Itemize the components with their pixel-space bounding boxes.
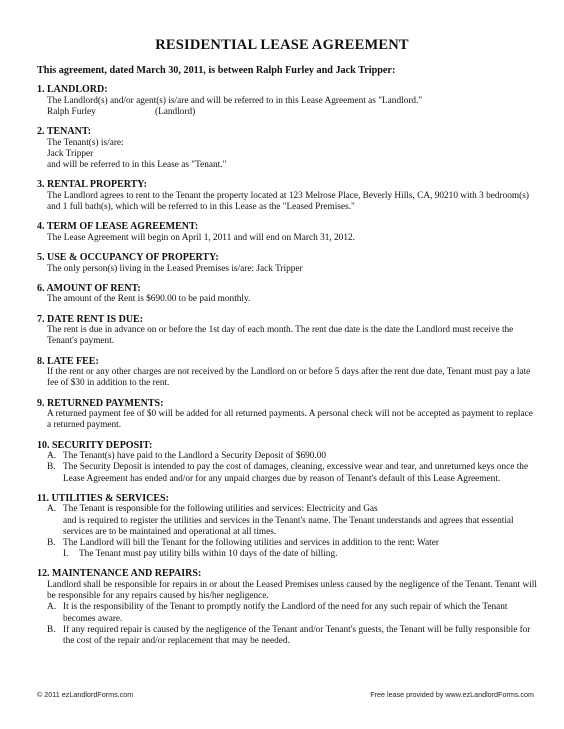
due-text: The rent is due in advance on or before the 1st day of each month. The rent due date is the date the Landlord must receive the Tenant's payment. bbox=[47, 325, 514, 347]
section-body bbox=[37, 138, 537, 172]
section-late-fee bbox=[37, 356, 537, 390]
section-landlord bbox=[37, 84, 537, 118]
item-marker: B. bbox=[47, 624, 56, 635]
maintenance-text: Landlord shall be responsible for repairs in or about the Leased Premises unless caused by the negligence of the Tenant. Tenant will be responsible for any repairs caused by his/her negligence. bbox=[47, 580, 537, 602]
section-title: 3. RENTAL PROPERTY: bbox=[37, 179, 147, 191]
landlord-name-line bbox=[47, 107, 537, 118]
section-title: 1. LANDLORD: bbox=[37, 84, 108, 95]
section-use-occupancy bbox=[37, 252, 537, 275]
returned-text: A returned payment fee of $0 will be added for all returned payments. A personal check will not be accepted as payment to replace a returned payment. bbox=[47, 409, 533, 431]
section-returned-payments bbox=[37, 398, 537, 432]
section-title: 9. RETURNED PAYMENTS: bbox=[37, 397, 164, 409]
lease-content bbox=[37, 84, 537, 655]
sub-list-item bbox=[37, 549, 537, 560]
document-title: RESIDENTIAL LEASE AGREEMENT bbox=[155, 37, 409, 53]
list-item bbox=[37, 504, 537, 515]
tenant-label: The Tenant(s) is/are: bbox=[47, 137, 124, 148]
item-marker: B. bbox=[47, 538, 56, 548]
section-tenant bbox=[37, 126, 537, 171]
item-marker: A. bbox=[47, 602, 57, 613]
rent-text: The amount of the Rent is $690.00 to be paid monthly. bbox=[47, 294, 251, 305]
landlord-role: (Landlord) bbox=[155, 106, 196, 117]
section-amount-of-rent bbox=[37, 283, 537, 306]
section-date-rent-due bbox=[37, 314, 537, 348]
section-utilities-services bbox=[37, 493, 537, 561]
list-item bbox=[37, 538, 537, 549]
section-rental-property bbox=[37, 179, 537, 213]
landlord-name: Ralph Furley bbox=[47, 106, 96, 117]
list-item bbox=[37, 602, 537, 624]
item-text: The Tenant(s) have paid to the Landlord a Security Deposit of $690.00 bbox=[63, 451, 327, 462]
list-item bbox=[37, 625, 537, 647]
item-text: It is the responsibility of the Tenant to promptly notify the Landlord of the need for any such repair of which the Tenant becomes aware. bbox=[63, 602, 508, 624]
section-term bbox=[37, 221, 537, 244]
section-title: 6. AMOUNT OF RENT: bbox=[37, 282, 141, 294]
tenant-definition: and will be referred to in this Lease as "Tenant." bbox=[47, 160, 227, 170]
footer-copyright: © 2011 ezLandlordForms.com bbox=[37, 690, 134, 699]
agreement-intro: This agreement, dated March 30, 2011, is between Ralph Furley and Jack Tripper: bbox=[37, 65, 396, 76]
item-text: The Tenant is responsible for the following utilities and services: Electricity and Gas bbox=[63, 504, 378, 515]
rental-property-text: The Landlord agrees to rent to the Tenant the property located at 123 Melrose Place, Beverly Hills, CA, 90210 with 3 bedroom(s) and 1 full bath(s), which will be referred to in this Lease as the "Leased Premises." bbox=[47, 190, 529, 212]
section-security-deposit bbox=[37, 440, 537, 485]
list-item bbox=[37, 462, 537, 484]
section-title: 12. MAINTENANCE AND REPAIRS: bbox=[37, 568, 202, 580]
section-title: 4. TERM OF LEASE AGREEMENT: bbox=[37, 221, 199, 233]
item-continuation: and is required to register the utilities and services in the Tenant's name. The Tenant understands and agrees that essential services are to be maintained and operational at all times. bbox=[63, 515, 514, 537]
section-maintenance-repairs bbox=[37, 568, 537, 647]
use-text: The only person(s) living in the Leased Premises is/are: Jack Tripper bbox=[47, 263, 303, 274]
section-body bbox=[37, 96, 537, 118]
tenant-name: Jack Tripper bbox=[47, 148, 94, 159]
section-title: 7. DATE RENT IS DUE: bbox=[37, 313, 144, 325]
footer-source: Free lease provided by www.ezLandlordForms.com bbox=[370, 690, 534, 699]
item-text: The Tenant must pay utility bills within 10 days of the date of billing. bbox=[79, 549, 338, 560]
late-fee-text: If the rent or any other charges are not received by the Landlord on or before 5 days after the rent due date, Tenant must pay a late fee of $30 in addition to the rent. bbox=[47, 367, 531, 389]
section-title: 2. TENANT: bbox=[37, 126, 92, 137]
term-text: The Lease Agreement will begin on April 1, 2011 and will end on March 31, 2012. bbox=[47, 232, 355, 243]
list-item bbox=[37, 451, 537, 462]
item-marker: A. bbox=[47, 504, 57, 515]
section-title: 10. SECURITY DEPOSIT: bbox=[37, 439, 153, 451]
section-title: 8. LATE FEE: bbox=[37, 355, 99, 367]
item-marker: B. bbox=[47, 462, 56, 473]
section-title: 11. UTILITIES & SERVICES: bbox=[37, 492, 169, 504]
item-marker: A. bbox=[47, 451, 57, 462]
landlord-definition: The Landlord(s) and/or agent(s) is/are and will be referred to in this Lease Agreement as "Landlord." bbox=[47, 95, 423, 106]
item-marker: I. bbox=[63, 549, 69, 560]
item-text: The Landlord will bill the Tenant for the following utilities and services in addition to the rent: Water bbox=[63, 538, 439, 548]
section-title: 5. USE & OCCUPANCY OF PROPERTY: bbox=[37, 252, 219, 263]
item-text: The Security Deposit is intended to pay the cost of damages, cleaning, excessive wear and tear, and unreturned keys once the Lease Agreement has ended and/or for any unpaid charges due by reason of Tenant's default of this Lease Agreement. bbox=[63, 462, 529, 484]
item-text: If any required repair is caused by the negligence of the Tenant and/or Tenant's guests, the Tenant will be fully responsible for the cost of the repair and/or replacement that may be needed. bbox=[63, 624, 531, 647]
